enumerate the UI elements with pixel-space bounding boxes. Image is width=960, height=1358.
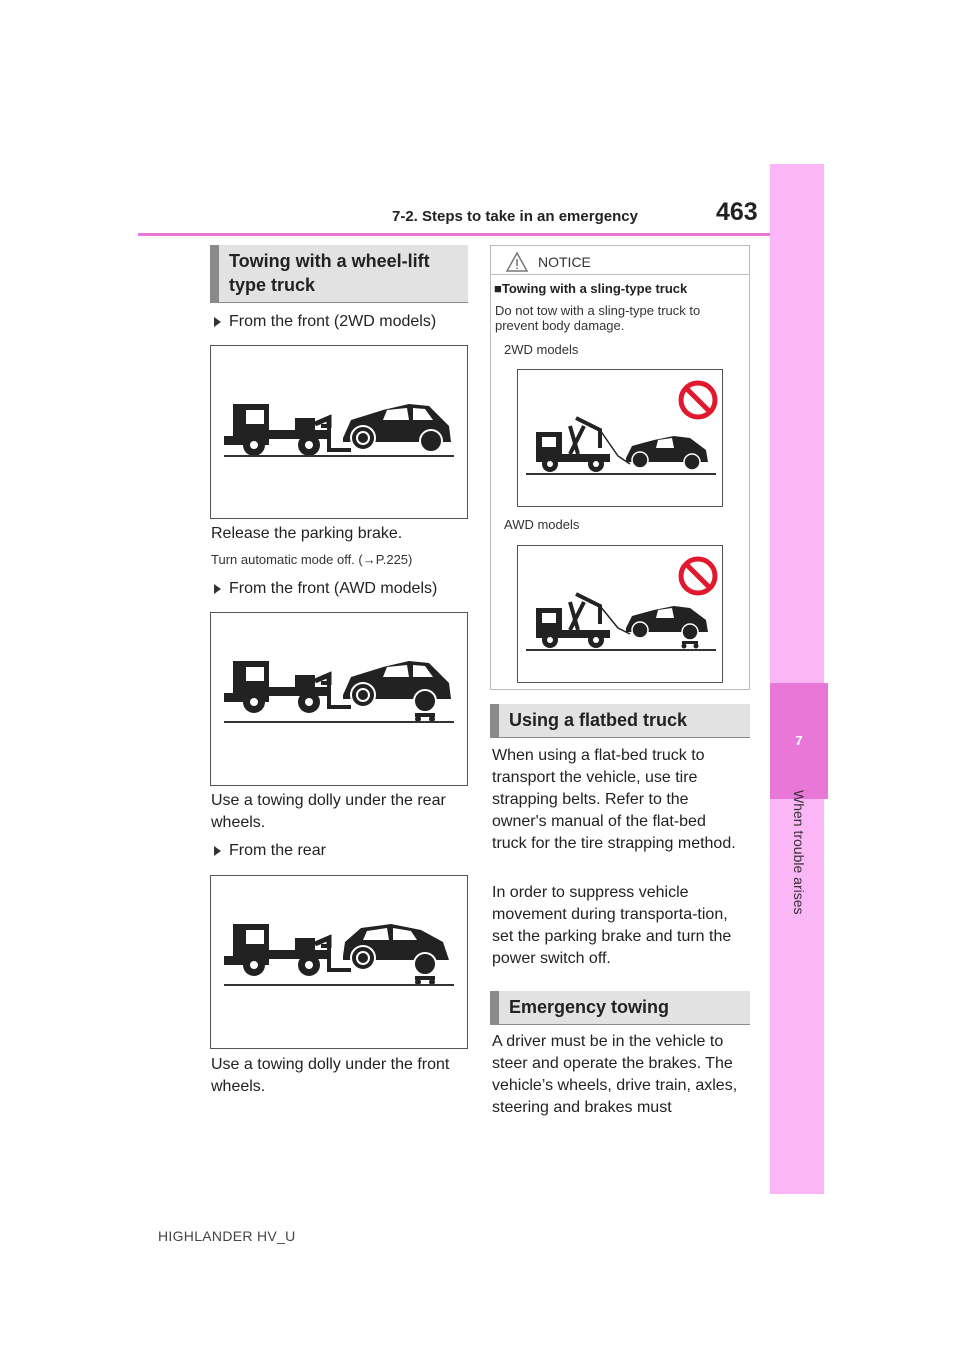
towing-dolly-front-text: Use a towing dolly under the front wheels. (211, 1056, 450, 1095)
notice-text: Do not tow with a sling-type truck to prevent body damage. (495, 303, 701, 333)
triangle-bullet-icon (214, 584, 221, 594)
bullet-label: 2WD models (504, 342, 579, 357)
notice-subheading: ■Towing with a sling-type truck (494, 281, 688, 296)
footer-model: HIGHLANDER HV_U (158, 1228, 296, 1244)
release-brake-text: Release the parking brake. (211, 525, 403, 542)
bullet-label: From the front (2WD models) (229, 313, 437, 330)
section-title: 7-2. Steps to take in an emergency (392, 208, 638, 225)
towing-dolly-rear-text: Use a towing dolly under the rear wheels. (211, 792, 446, 831)
notice-divider (490, 274, 750, 275)
bullet-label: AWD models (504, 517, 580, 532)
notice-bullet-awd (498, 517, 579, 532)
emergency-paragraph: A driver must be in the vehicle to steer and operate the brakes. The vehicle’s wheels, drive train, axles, steering and brakes must (492, 1033, 738, 1116)
chapter-side-tab[interactable] (770, 164, 824, 1194)
notice-title: NOTICE (538, 254, 591, 270)
sling-truck-icon (518, 546, 722, 682)
bullet-label: From the front (AWD models) (229, 580, 438, 597)
triangle-bullet-icon (214, 317, 221, 327)
warning-triangle-icon (505, 251, 529, 273)
figure-sling-awd (517, 545, 723, 683)
bullet-from-rear (214, 842, 326, 860)
page-number: 463 (716, 198, 758, 226)
chapter-title: When trouble arises (791, 790, 807, 915)
sling-truck-icon (518, 370, 722, 506)
flatbed-paragraph-1: When using a flat-bed truck to transport the vehicle, use tire strapping belts. Refer to the owner's manual of the flat-bed truck for the tire strapping method. (492, 747, 736, 852)
bullet-2wd-front (214, 313, 436, 331)
figure-rear-tow (210, 875, 468, 1049)
wheel-lift-truck-icon (211, 876, 467, 1048)
notice-bullet-2wd (498, 342, 578, 357)
bullet-label: From the rear (229, 842, 326, 859)
chapter-number: 7 (795, 733, 803, 748)
wheel-lift-truck-icon (211, 346, 467, 518)
flatbed-heading: Using a flatbed truck (490, 704, 750, 738)
figure-sling-2wd (517, 369, 723, 507)
bullet-awd-front (214, 580, 437, 598)
auto-mode-note[interactable]: Turn automatic mode off. (→P.225) (211, 552, 413, 567)
wheel-lift-truck-icon (211, 613, 467, 785)
wheel-lift-heading: Towing with a wheel-lift type truck (210, 245, 468, 303)
figure-awd-front-tow (210, 612, 468, 786)
chapter-title-vertical (769, 790, 829, 980)
triangle-bullet-icon (214, 846, 221, 856)
header-rule (138, 233, 770, 236)
figure-2wd-front-tow (210, 345, 468, 519)
flatbed-paragraph-2: In order to suppress vehicle movement during transporta-tion, set the parking brake and turn the power switch off. (492, 884, 732, 967)
emergency-heading: Emergency towing (490, 991, 750, 1025)
